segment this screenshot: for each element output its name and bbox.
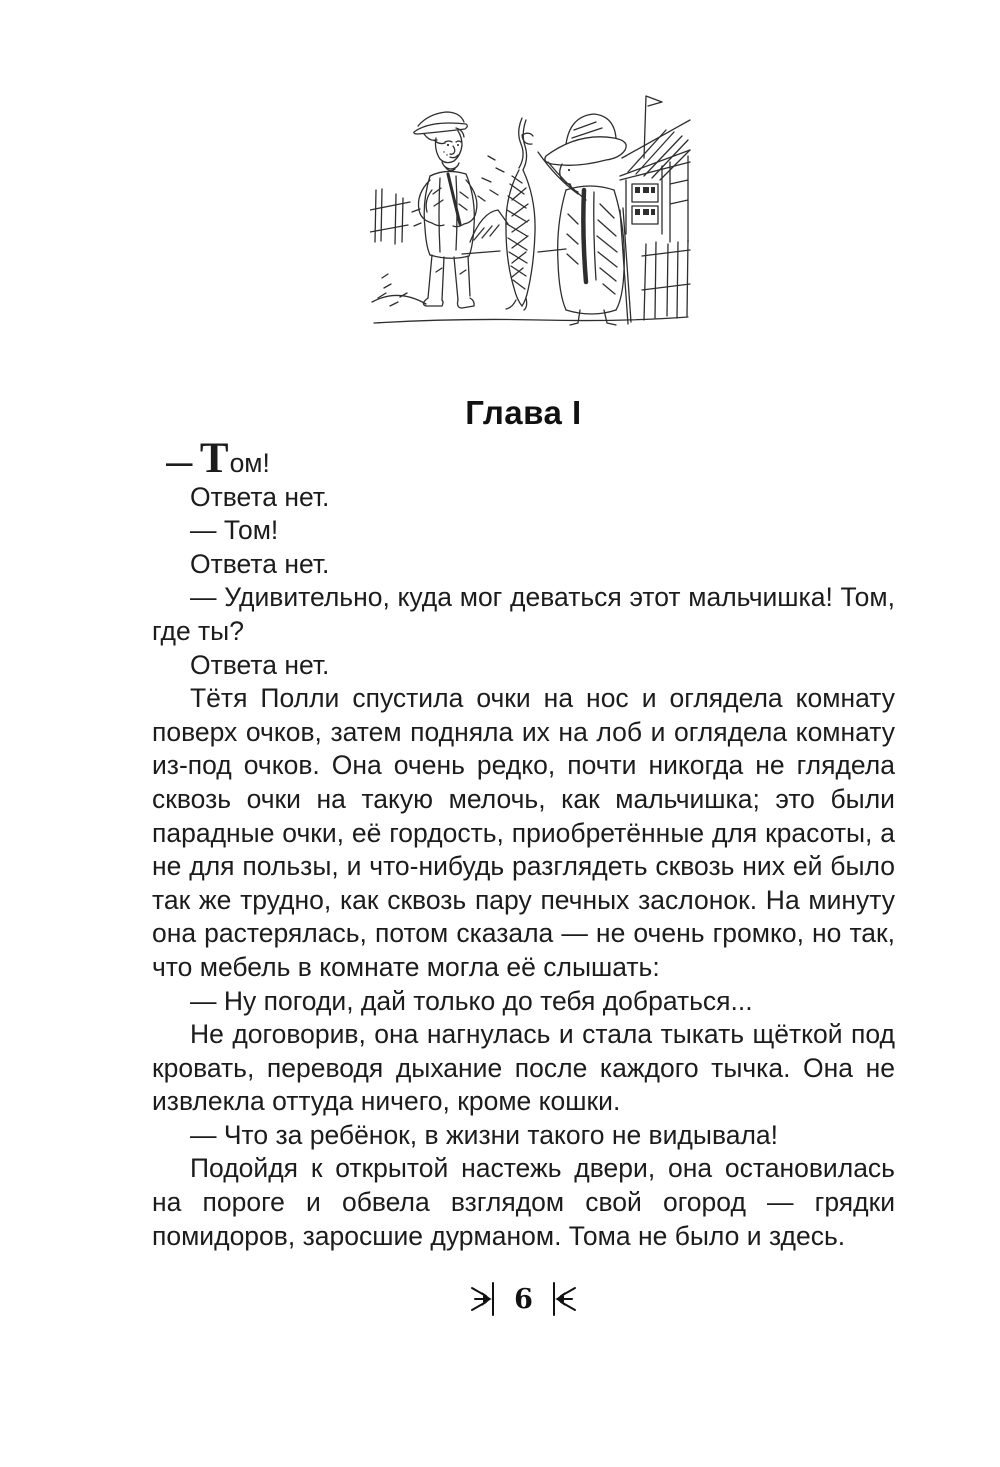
paragraph: — Что за ребёнок, в жизни такого не видывала! bbox=[190, 1119, 779, 1150]
paragraph: — Том! bbox=[166, 435, 270, 482]
two-boys-dead-cat-sketch-icon bbox=[370, 92, 692, 350]
chapter-illustration bbox=[370, 92, 692, 350]
paragraph: — Удивительно, куда мог деваться этот мальчишка! Том, где ты? bbox=[152, 582, 895, 646]
paragraph: Ответа нет. bbox=[190, 548, 330, 579]
footer-ornament-right-icon bbox=[550, 1281, 578, 1317]
dialog-dash: — bbox=[166, 448, 200, 478]
paragraph: Подойдя к открытой настежь двери, она остановилась на пороге и обвела взглядом свой огород — грядки помидоров, заросшие дурманом. Тома не было и здесь. bbox=[152, 1153, 895, 1251]
chapter-title: Глава I bbox=[465, 394, 582, 431]
page-number: 6 bbox=[514, 1283, 533, 1315]
paragraph: — Ну погоди, дай только до тебя добраться... bbox=[190, 985, 753, 1016]
paragraph: Не договорив, она нагнулась и стала тыкать щёткой под кровать, переводя дыхание после каждого тычка. Она не извлекла оттуда ничего, кроме кошки. bbox=[152, 1019, 895, 1117]
body-text bbox=[152, 435, 895, 1253]
drop-initial: Т bbox=[199, 435, 230, 482]
page-footer bbox=[152, 1280, 895, 1318]
footer-ornament-left-icon bbox=[469, 1281, 497, 1317]
paragraphs bbox=[152, 435, 895, 1253]
paragraph: Тётя Полли спустила очки на нос и оглядела комнату поверх очков, затем подняла их на лоб и оглядела комнату из-под очков. Она очень редко, почти никогда не глядела сквозь очки на такую мелочь, как мальчишка; это были парадные очки, её гордость, приобретённые для красоты, а не для пользы, и что-нибудь разглядеть сквозь них ей было так же трудно, как сквозь пару печных заслонок. На минуту она растерялась, потом сказала — не очень громко, но так, что мебель в комнате могла её слышать: bbox=[152, 683, 895, 982]
paragraph: Ответа нет. bbox=[190, 481, 330, 512]
paragraph: — Том! bbox=[190, 515, 279, 546]
paragraph: Ответа нет. bbox=[190, 649, 330, 680]
